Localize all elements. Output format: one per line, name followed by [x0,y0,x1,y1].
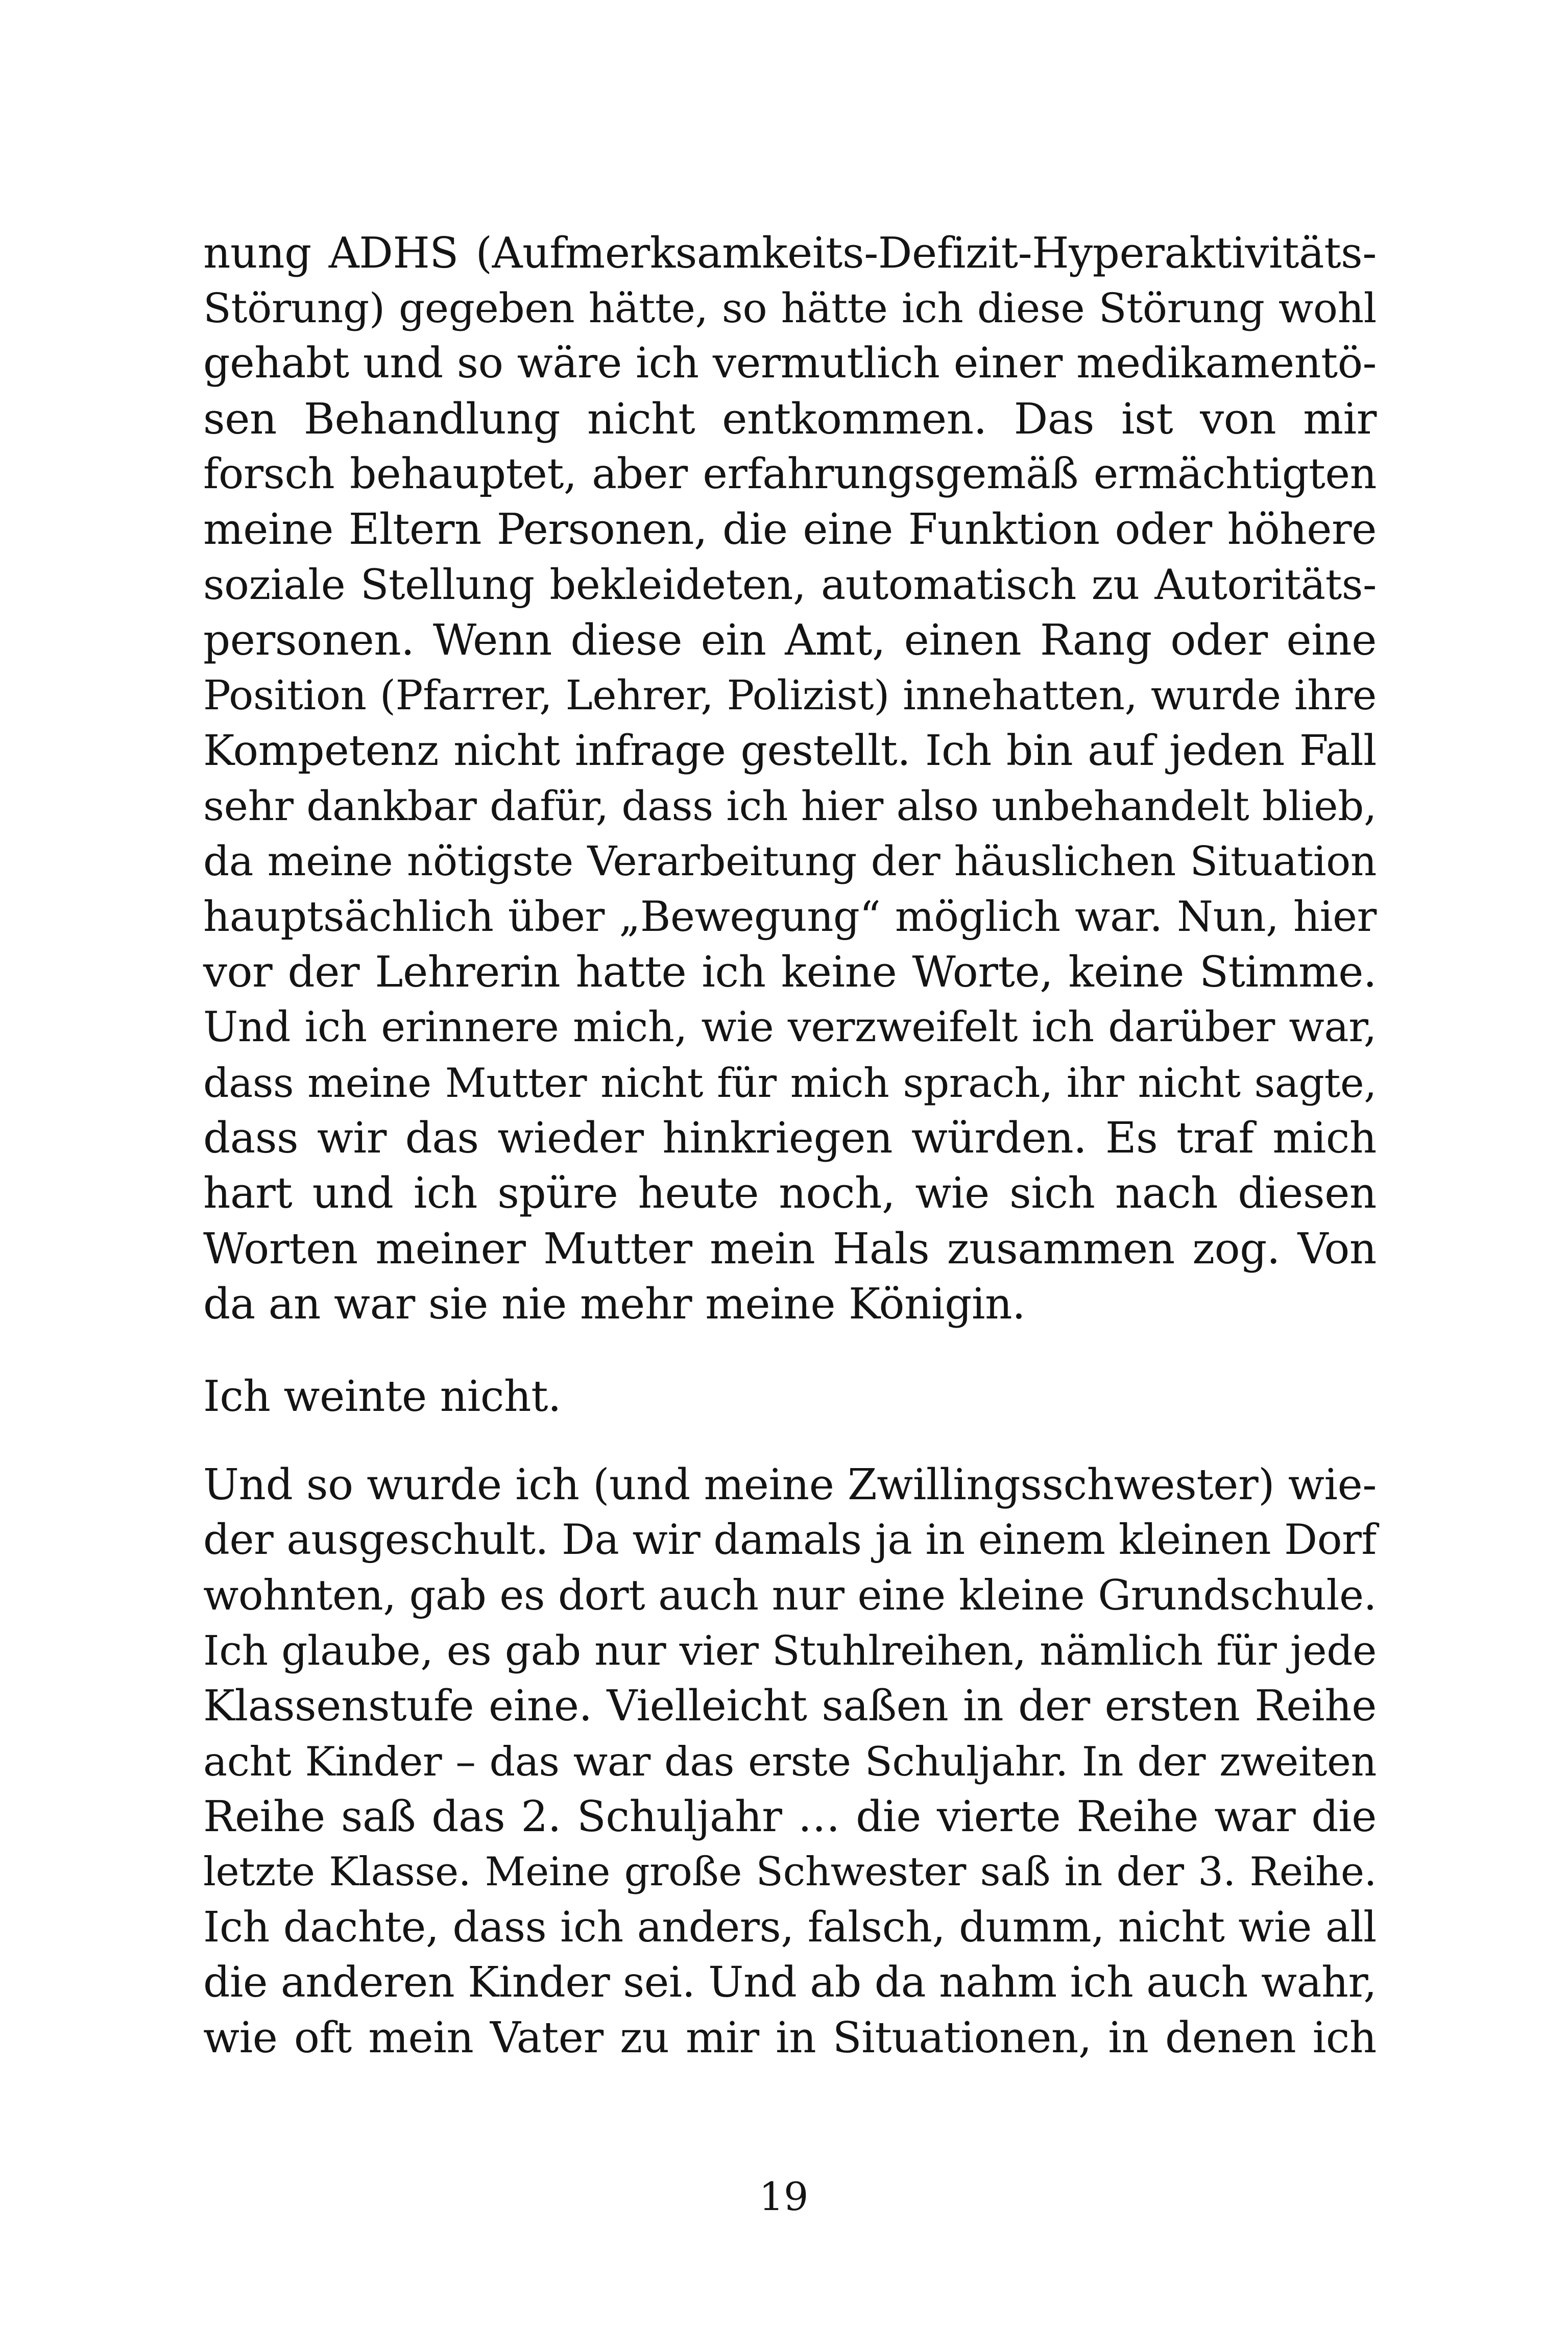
text-line: da meine nötigste Verarbeitung der häuslichen Situation [203,837,1377,885]
text-line: nung ADHS (Aufmerksamkeits-Defizit-Hyperaktivitäts- [203,228,1377,278]
text-line: dass wir das wieder hinkriegen würden. Es traf mich [203,1113,1377,1163]
text-line: Worten meiner Mutter mein Hals zusammen zog. Von [203,1224,1377,1274]
text-line: sehr dankbar dafür, dass ich hier also unbehandelt blieb, [203,782,1377,830]
text-line: soziale Stellung bekleideten, automatisch zu Autoritäts- [203,561,1377,609]
text-line: Und so wurde ich (und meine Zwillingsschwester) wie- [203,1460,1377,1509]
text-line: Reihe saß das 2. Schuljahr … die vierte Reihe war die [203,1792,1377,1841]
page-number: 19 [759,2174,809,2219]
text-line: da an war sie nie mehr meine Königin. [203,1279,1026,1329]
text-line: Position (Pfarrer, Lehrer, Polizist) innehatten, wurde ihre [203,671,1377,719]
text-line: wie oft mein Vater zu mir in Situationen, in denen ich [203,2013,1377,2062]
text-line: dass meine Mutter nicht für mich sprach, ihr nicht sagte, [203,1060,1377,1107]
text-line: gehabt und so wäre ich vermutlich einer medikamentö- [203,339,1377,388]
text-line: Störung) gegeben hätte, so hätte ich diese Störung wohl [203,284,1377,332]
text-line: meine Eltern Personen, die eine Funktion oder höhere [203,505,1377,554]
text-line: Ich dachte, dass ich anders, falsch, dumm, nicht wie all [203,1903,1377,1952]
text-line: Ich weinte nicht. [203,1372,562,1421]
text-line: sen Behandlung nicht entkommen. Das ist von mir [203,394,1377,444]
text-line: der ausgeschult. Da wir damals ja in einem kleinen Dorf [203,1516,1377,1564]
text-line: acht Kinder – das war das erste Schuljahr. In der zweiten [203,1738,1377,1785]
text-line: Und ich erinnere mich, wie verzweifelt ich darüber war, [203,1003,1377,1051]
text-line: hauptsächlich über „Bewegung“ möglich war. Nun, hier [203,893,1377,941]
text-line: personen. Wenn diese ein Amt, einen Rang oder eine [203,615,1377,665]
text-line: letzte Klasse. Meine große Schwester saß in der 3. Reihe. [203,1849,1377,1895]
text-line: vor der Lehrerin hatte ich keine Worte, keine Stimme. [203,947,1377,997]
text-line: Klassenstufe eine. Vielleicht saßen in der ersten Reihe [203,1681,1377,1731]
text-line: wohnten, gab es dort auch nur eine kleine Grundschule. [203,1572,1377,1620]
text-line: Kompetenz nicht infrage gestellt. Ich bin auf jeden Fall [203,727,1377,775]
text-line: die anderen Kinder sei. Und ab da nahm ich auch wahr, [203,1958,1377,2007]
text-line: Ich glaube, es gab nur vier Stuhlreihen, nämlich für jede [203,1627,1377,1674]
text-line: forsch behauptet, aber erfahrungsgemäß ermächtigten [203,450,1377,498]
text-line: hart und ich spüre heute noch, wie sich nach diesen [203,1168,1377,1218]
